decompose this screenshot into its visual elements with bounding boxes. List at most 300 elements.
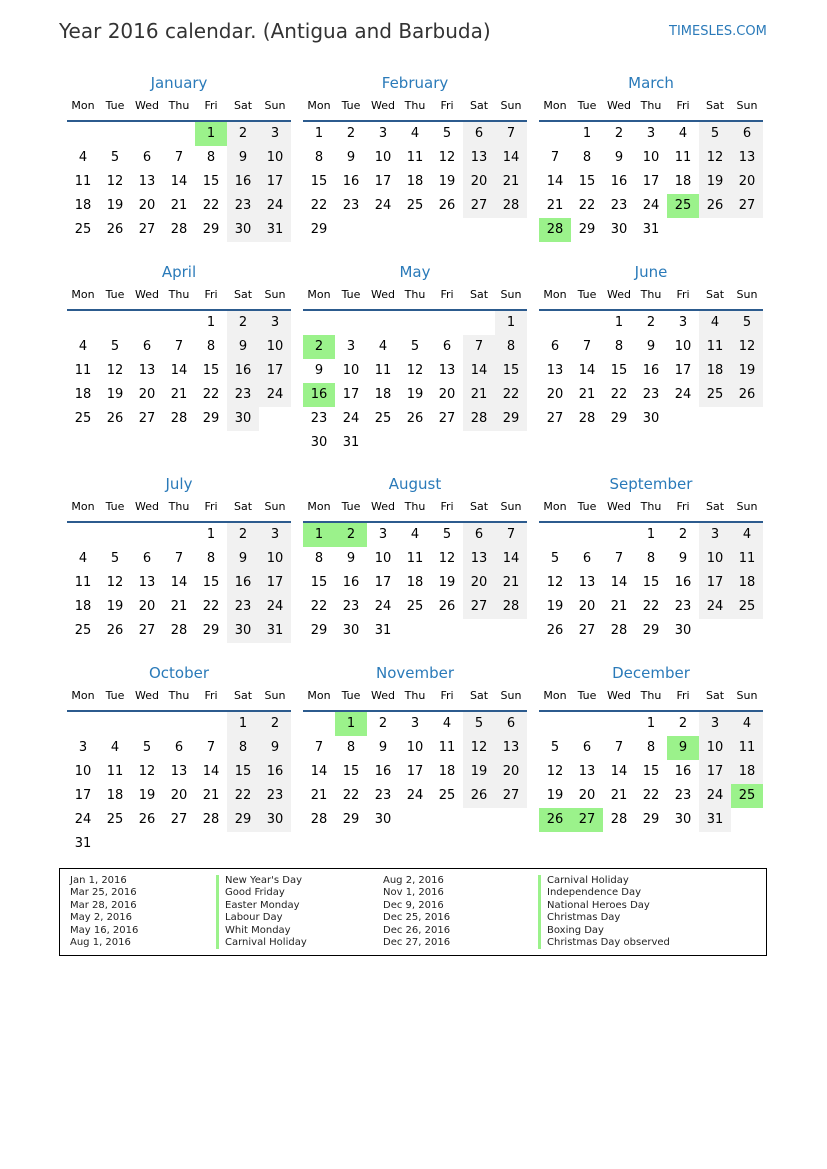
day-cell[interactable]: 7 <box>206 740 216 755</box>
day-cell[interactable]: 9 <box>346 551 356 566</box>
day-cell[interactable]: 15 <box>227 760 259 784</box>
day-cell[interactable]: 14 <box>170 575 188 590</box>
day-cell[interactable]: 13 <box>495 736 527 760</box>
day-cell[interactable]: 4 <box>442 716 452 731</box>
day-cell[interactable]: 25 <box>438 788 456 803</box>
day-cell[interactable]: 24 <box>259 595 291 619</box>
holiday-day-cell[interactable]: 25 <box>731 784 763 808</box>
day-cell[interactable]: 6 <box>174 740 184 755</box>
day-cell[interactable]: 19 <box>138 788 156 803</box>
day-cell[interactable]: 5 <box>550 740 560 755</box>
day-cell[interactable]: 17 <box>259 571 291 595</box>
day-cell[interactable]: 9 <box>314 363 324 378</box>
day-cell[interactable]: 23 <box>227 383 259 407</box>
day-cell[interactable]: 16 <box>342 575 360 590</box>
day-cell[interactable]: 16 <box>227 359 259 383</box>
day-cell[interactable]: 30 <box>342 623 360 638</box>
day-cell[interactable]: 3 <box>378 126 388 141</box>
day-cell[interactable]: 28 <box>170 411 188 426</box>
day-cell[interactable]: 6 <box>550 339 560 354</box>
holiday-day-cell[interactable]: 1 <box>195 122 227 146</box>
day-cell[interactable]: 13 <box>438 363 456 378</box>
day-cell[interactable]: 13 <box>546 363 564 378</box>
day-cell[interactable]: 27 <box>138 411 156 426</box>
day-cell[interactable]: 24 <box>406 788 424 803</box>
day-cell[interactable]: 6 <box>142 150 152 165</box>
day-cell[interactable]: 27 <box>438 411 456 426</box>
day-cell[interactable]: 31 <box>642 222 660 237</box>
day-cell[interactable]: 18 <box>731 760 763 784</box>
day-cell[interactable]: 20 <box>138 387 156 402</box>
day-cell[interactable]: 10 <box>699 736 731 760</box>
day-cell[interactable]: 16 <box>259 760 291 784</box>
day-cell[interactable]: 19 <box>731 359 763 383</box>
day-cell[interactable]: 27 <box>731 194 763 218</box>
day-cell[interactable]: 1 <box>646 716 656 731</box>
day-cell[interactable]: 23 <box>342 599 360 614</box>
day-cell[interactable]: 29 <box>202 222 220 237</box>
day-cell[interactable]: 23 <box>674 599 692 614</box>
day-cell[interactable]: 17 <box>74 788 92 803</box>
day-cell[interactable]: 1 <box>646 527 656 542</box>
day-cell[interactable]: 5 <box>110 551 120 566</box>
day-cell[interactable]: 24 <box>699 784 731 808</box>
holiday-day-cell[interactable]: 1 <box>335 712 367 736</box>
day-cell[interactable]: 10 <box>259 335 291 359</box>
day-cell[interactable]: 14 <box>202 764 220 779</box>
day-cell[interactable]: 22 <box>495 383 527 407</box>
day-cell[interactable]: 6 <box>442 339 452 354</box>
day-cell[interactable]: 7 <box>495 523 527 547</box>
day-cell[interactable]: 1 <box>227 712 259 736</box>
day-cell[interactable]: 2 <box>614 126 624 141</box>
day-cell[interactable]: 9 <box>614 150 624 165</box>
holiday-day-cell[interactable]: 2 <box>335 523 367 547</box>
day-cell[interactable]: 16 <box>610 174 628 189</box>
day-cell[interactable]: 2 <box>227 122 259 146</box>
day-cell[interactable]: 15 <box>202 575 220 590</box>
day-cell[interactable]: 17 <box>642 174 660 189</box>
day-cell[interactable]: 6 <box>731 122 763 146</box>
day-cell[interactable]: 30 <box>642 411 660 426</box>
day-cell[interactable]: 2 <box>678 527 688 542</box>
day-cell[interactable]: 27 <box>546 411 564 426</box>
day-cell[interactable]: 19 <box>546 599 564 614</box>
day-cell[interactable]: 3 <box>678 315 688 330</box>
day-cell[interactable]: 15 <box>310 575 328 590</box>
day-cell[interactable]: 4 <box>678 126 688 141</box>
day-cell[interactable]: 24 <box>374 599 392 614</box>
day-cell[interactable]: 1 <box>206 527 216 542</box>
day-cell[interactable]: 22 <box>642 599 660 614</box>
day-cell[interactable]: 3 <box>259 311 291 335</box>
day-cell[interactable]: 17 <box>699 571 731 595</box>
day-cell[interactable]: 28 <box>495 194 527 218</box>
day-cell[interactable]: 11 <box>731 736 763 760</box>
day-cell[interactable]: 11 <box>74 363 92 378</box>
day-cell[interactable]: 10 <box>674 339 692 354</box>
day-cell[interactable]: 25 <box>699 383 731 407</box>
day-cell[interactable]: 17 <box>374 174 392 189</box>
day-cell[interactable]: 25 <box>74 222 92 237</box>
day-cell[interactable]: 20 <box>138 198 156 213</box>
day-cell[interactable]: 27 <box>463 595 495 619</box>
day-cell[interactable]: 17 <box>374 575 392 590</box>
day-cell[interactable]: 2 <box>678 716 688 731</box>
day-cell[interactable]: 30 <box>259 808 291 832</box>
day-cell[interactable]: 24 <box>374 198 392 213</box>
day-cell[interactable]: 21 <box>546 198 564 213</box>
day-cell[interactable]: 4 <box>78 150 88 165</box>
day-cell[interactable]: 4 <box>699 311 731 335</box>
day-cell[interactable]: 24 <box>674 387 692 402</box>
day-cell[interactable]: 29 <box>642 623 660 638</box>
day-cell[interactable]: 1 <box>614 315 624 330</box>
day-cell[interactable]: 4 <box>731 523 763 547</box>
day-cell[interactable]: 20 <box>546 387 564 402</box>
day-cell[interactable]: 20 <box>170 788 188 803</box>
day-cell[interactable]: 20 <box>463 571 495 595</box>
day-cell[interactable]: 17 <box>699 760 731 784</box>
day-cell[interactable]: 26 <box>438 198 456 213</box>
day-cell[interactable]: 13 <box>463 146 495 170</box>
day-cell[interactable]: 26 <box>138 812 156 827</box>
day-cell[interactable]: 24 <box>259 383 291 407</box>
day-cell[interactable]: 25 <box>406 599 424 614</box>
day-cell[interactable]: 24 <box>342 411 360 426</box>
day-cell[interactable]: 27 <box>495 784 527 808</box>
day-cell[interactable]: 10 <box>259 146 291 170</box>
day-cell[interactable]: 18 <box>406 174 424 189</box>
day-cell[interactable]: 17 <box>674 363 692 378</box>
day-cell[interactable]: 21 <box>170 599 188 614</box>
day-cell[interactable]: 29 <box>310 623 328 638</box>
day-cell[interactable]: 7 <box>174 551 184 566</box>
day-cell[interactable]: 12 <box>438 150 456 165</box>
day-cell[interactable]: 24 <box>699 595 731 619</box>
day-cell[interactable]: 21 <box>170 198 188 213</box>
day-cell[interactable]: 4 <box>378 339 388 354</box>
day-cell[interactable]: 11 <box>731 547 763 571</box>
day-cell[interactable]: 13 <box>138 575 156 590</box>
day-cell[interactable]: 1 <box>495 311 527 335</box>
day-cell[interactable]: 19 <box>106 599 124 614</box>
day-cell[interactable]: 6 <box>463 122 495 146</box>
day-cell[interactable]: 5 <box>699 122 731 146</box>
day-cell[interactable]: 9 <box>378 740 388 755</box>
day-cell[interactable]: 11 <box>406 150 424 165</box>
day-cell[interactable]: 20 <box>438 387 456 402</box>
day-cell[interactable]: 29 <box>642 812 660 827</box>
day-cell[interactable]: 26 <box>106 222 124 237</box>
holiday-day-cell[interactable]: 2 <box>303 335 335 359</box>
day-cell[interactable]: 12 <box>106 174 124 189</box>
day-cell[interactable]: 5 <box>463 712 495 736</box>
day-cell[interactable]: 19 <box>438 174 456 189</box>
day-cell[interactable]: 5 <box>410 339 420 354</box>
day-cell[interactable]: 8 <box>582 150 592 165</box>
day-cell[interactable]: 14 <box>170 363 188 378</box>
day-cell[interactable]: 13 <box>170 764 188 779</box>
day-cell[interactable]: 23 <box>642 387 660 402</box>
day-cell[interactable]: 10 <box>374 150 392 165</box>
day-cell[interactable]: 2 <box>227 523 259 547</box>
day-cell[interactable]: 8 <box>206 551 216 566</box>
day-cell[interactable]: 5 <box>142 740 152 755</box>
day-cell[interactable]: 18 <box>106 788 124 803</box>
day-cell[interactable]: 30 <box>227 619 259 643</box>
day-cell[interactable]: 1 <box>582 126 592 141</box>
day-cell[interactable]: 11 <box>74 174 92 189</box>
day-cell[interactable]: 23 <box>227 595 259 619</box>
day-cell[interactable]: 6 <box>463 523 495 547</box>
day-cell[interactable]: 25 <box>74 623 92 638</box>
day-cell[interactable]: 28 <box>463 407 495 431</box>
day-cell[interactable]: 30 <box>674 812 692 827</box>
day-cell[interactable]: 9 <box>346 150 356 165</box>
day-cell[interactable]: 16 <box>642 363 660 378</box>
day-cell[interactable]: 27 <box>138 623 156 638</box>
day-cell[interactable]: 31 <box>259 619 291 643</box>
day-cell[interactable]: 3 <box>78 740 88 755</box>
day-cell[interactable]: 11 <box>374 363 392 378</box>
day-cell[interactable]: 19 <box>406 387 424 402</box>
day-cell[interactable]: 10 <box>699 547 731 571</box>
day-cell[interactable]: 9 <box>678 551 688 566</box>
day-cell[interactable]: 17 <box>259 359 291 383</box>
day-cell[interactable]: 14 <box>495 547 527 571</box>
day-cell[interactable]: 15 <box>578 174 596 189</box>
day-cell[interactable]: 28 <box>495 595 527 619</box>
day-cell[interactable]: 28 <box>170 623 188 638</box>
day-cell[interactable]: 11 <box>699 335 731 359</box>
day-cell[interactable]: 31 <box>259 218 291 242</box>
day-cell[interactable]: 26 <box>463 784 495 808</box>
day-cell[interactable]: 25 <box>731 595 763 619</box>
day-cell[interactable]: 29 <box>578 222 596 237</box>
day-cell[interactable]: 6 <box>142 339 152 354</box>
day-cell[interactable]: 8 <box>206 339 216 354</box>
day-cell[interactable]: 20 <box>463 170 495 194</box>
day-cell[interactable]: 22 <box>202 387 220 402</box>
holiday-day-cell[interactable]: 9 <box>667 736 699 760</box>
day-cell[interactable]: 14 <box>495 146 527 170</box>
day-cell[interactable]: 25 <box>374 411 392 426</box>
day-cell[interactable]: 4 <box>78 551 88 566</box>
day-cell[interactable]: 26 <box>406 411 424 426</box>
day-cell[interactable]: 23 <box>674 788 692 803</box>
day-cell[interactable]: 29 <box>202 411 220 426</box>
day-cell[interactable]: 26 <box>106 623 124 638</box>
day-cell[interactable]: 3 <box>378 527 388 542</box>
day-cell[interactable]: 3 <box>699 523 731 547</box>
day-cell[interactable]: 3 <box>410 716 420 731</box>
holiday-day-cell[interactable]: 25 <box>667 194 699 218</box>
day-cell[interactable]: 23 <box>310 411 328 426</box>
day-cell[interactable]: 15 <box>642 764 660 779</box>
day-cell[interactable]: 9 <box>227 146 259 170</box>
day-cell[interactable]: 18 <box>406 575 424 590</box>
day-cell[interactable]: 5 <box>731 311 763 335</box>
day-cell[interactable]: 14 <box>546 174 564 189</box>
day-cell[interactable]: 29 <box>227 808 259 832</box>
day-cell[interactable]: 19 <box>546 788 564 803</box>
day-cell[interactable]: 12 <box>406 363 424 378</box>
day-cell[interactable]: 16 <box>674 575 692 590</box>
day-cell[interactable]: 16 <box>374 764 392 779</box>
day-cell[interactable]: 4 <box>110 740 120 755</box>
day-cell[interactable]: 30 <box>310 435 328 450</box>
day-cell[interactable]: 16 <box>674 764 692 779</box>
day-cell[interactable]: 3 <box>646 126 656 141</box>
day-cell[interactable]: 22 <box>202 599 220 614</box>
day-cell[interactable]: 11 <box>406 551 424 566</box>
day-cell[interactable]: 12 <box>731 335 763 359</box>
day-cell[interactable]: 19 <box>463 760 495 784</box>
day-cell[interactable]: 21 <box>310 788 328 803</box>
day-cell[interactable]: 21 <box>170 387 188 402</box>
day-cell[interactable]: 13 <box>138 363 156 378</box>
holiday-day-cell[interactable]: 1 <box>303 523 335 547</box>
day-cell[interactable]: 23 <box>227 194 259 218</box>
day-cell[interactable]: 28 <box>202 812 220 827</box>
day-cell[interactable]: 30 <box>227 218 259 242</box>
day-cell[interactable]: 12 <box>438 551 456 566</box>
day-cell[interactable]: 15 <box>642 575 660 590</box>
day-cell[interactable]: 19 <box>699 170 731 194</box>
day-cell[interactable]: 6 <box>582 551 592 566</box>
day-cell[interactable]: 3 <box>259 122 291 146</box>
day-cell[interactable]: 30 <box>374 812 392 827</box>
day-cell[interactable]: 6 <box>582 740 592 755</box>
day-cell[interactable]: 7 <box>614 551 624 566</box>
day-cell[interactable]: 17 <box>342 387 360 402</box>
day-cell[interactable]: 17 <box>406 764 424 779</box>
day-cell[interactable]: 4 <box>410 527 420 542</box>
day-cell[interactable]: 10 <box>406 740 424 755</box>
day-cell[interactable]: 18 <box>74 198 92 213</box>
day-cell[interactable]: 5 <box>550 551 560 566</box>
day-cell[interactable]: 18 <box>731 571 763 595</box>
day-cell[interactable]: 15 <box>202 174 220 189</box>
day-cell[interactable]: 28 <box>578 411 596 426</box>
day-cell[interactable]: 27 <box>138 222 156 237</box>
day-cell[interactable]: 14 <box>578 363 596 378</box>
day-cell[interactable]: 28 <box>610 623 628 638</box>
day-cell[interactable]: 25 <box>106 812 124 827</box>
day-cell[interactable]: 11 <box>438 740 456 755</box>
day-cell[interactable]: 7 <box>614 740 624 755</box>
day-cell[interactable]: 22 <box>610 387 628 402</box>
day-cell[interactable]: 2 <box>646 315 656 330</box>
day-cell[interactable]: 13 <box>731 146 763 170</box>
day-cell[interactable]: 8 <box>227 736 259 760</box>
day-cell[interactable]: 8 <box>314 150 324 165</box>
day-cell[interactable]: 29 <box>202 623 220 638</box>
day-cell[interactable]: 12 <box>463 736 495 760</box>
day-cell[interactable]: 3 <box>699 712 731 736</box>
day-cell[interactable]: 13 <box>578 575 596 590</box>
day-cell[interactable]: 18 <box>74 387 92 402</box>
holiday-day-cell[interactable]: 27 <box>571 808 603 832</box>
day-cell[interactable]: 28 <box>170 222 188 237</box>
day-cell[interactable]: 9 <box>227 335 259 359</box>
day-cell[interactable]: 27 <box>463 194 495 218</box>
day-cell[interactable]: 31 <box>699 808 731 832</box>
day-cell[interactable]: 20 <box>578 599 596 614</box>
day-cell[interactable]: 23 <box>610 198 628 213</box>
day-cell[interactable]: 21 <box>495 571 527 595</box>
day-cell[interactable]: 7 <box>550 150 560 165</box>
day-cell[interactable]: 18 <box>438 764 456 779</box>
day-cell[interactable]: 14 <box>310 764 328 779</box>
day-cell[interactable]: 29 <box>310 222 328 237</box>
day-cell[interactable]: 21 <box>463 383 495 407</box>
day-cell[interactable]: 5 <box>442 527 452 542</box>
day-cell[interactable]: 1 <box>206 315 216 330</box>
day-cell[interactable]: 9 <box>227 547 259 571</box>
day-cell[interactable]: 26 <box>731 383 763 407</box>
day-cell[interactable]: 11 <box>106 764 124 779</box>
day-cell[interactable]: 31 <box>374 623 392 638</box>
holiday-day-cell[interactable]: 28 <box>539 218 571 242</box>
day-cell[interactable]: 23 <box>259 784 291 808</box>
day-cell[interactable]: 4 <box>731 712 763 736</box>
day-cell[interactable]: 26 <box>106 411 124 426</box>
day-cell[interactable]: 15 <box>610 363 628 378</box>
day-cell[interactable]: 10 <box>642 150 660 165</box>
day-cell[interactable]: 27 <box>578 623 596 638</box>
day-cell[interactable]: 18 <box>699 359 731 383</box>
day-cell[interactable]: 3 <box>259 523 291 547</box>
day-cell[interactable]: 10 <box>74 764 92 779</box>
day-cell[interactable]: 7 <box>314 740 324 755</box>
day-cell[interactable]: 18 <box>74 599 92 614</box>
day-cell[interactable]: 12 <box>106 363 124 378</box>
day-cell[interactable]: 8 <box>646 740 656 755</box>
day-cell[interactable]: 22 <box>310 198 328 213</box>
day-cell[interactable]: 14 <box>610 764 628 779</box>
day-cell[interactable]: 15 <box>495 359 527 383</box>
day-cell[interactable]: 19 <box>438 575 456 590</box>
day-cell[interactable]: 21 <box>610 599 628 614</box>
day-cell[interactable]: 26 <box>438 599 456 614</box>
day-cell[interactable]: 27 <box>170 812 188 827</box>
day-cell[interactable]: 20 <box>138 599 156 614</box>
day-cell[interactable]: 28 <box>610 812 628 827</box>
day-cell[interactable]: 7 <box>174 339 184 354</box>
site-link[interactable]: TIMESLES.COM <box>669 24 767 39</box>
day-cell[interactable]: 9 <box>259 736 291 760</box>
day-cell[interactable]: 14 <box>610 575 628 590</box>
day-cell[interactable]: 20 <box>495 760 527 784</box>
day-cell[interactable]: 15 <box>342 764 360 779</box>
day-cell[interactable]: 7 <box>582 339 592 354</box>
day-cell[interactable]: 18 <box>674 174 692 189</box>
day-cell[interactable]: 29 <box>495 407 527 431</box>
day-cell[interactable]: 12 <box>138 764 156 779</box>
day-cell[interactable]: 30 <box>674 623 692 638</box>
day-cell[interactable]: 26 <box>546 623 564 638</box>
day-cell[interactable]: 29 <box>610 411 628 426</box>
day-cell[interactable]: 11 <box>74 575 92 590</box>
day-cell[interactable]: 23 <box>374 788 392 803</box>
day-cell[interactable]: 2 <box>346 126 356 141</box>
day-cell[interactable]: 28 <box>310 812 328 827</box>
day-cell[interactable]: 22 <box>310 599 328 614</box>
day-cell[interactable]: 2 <box>259 712 291 736</box>
day-cell[interactable]: 24 <box>259 194 291 218</box>
